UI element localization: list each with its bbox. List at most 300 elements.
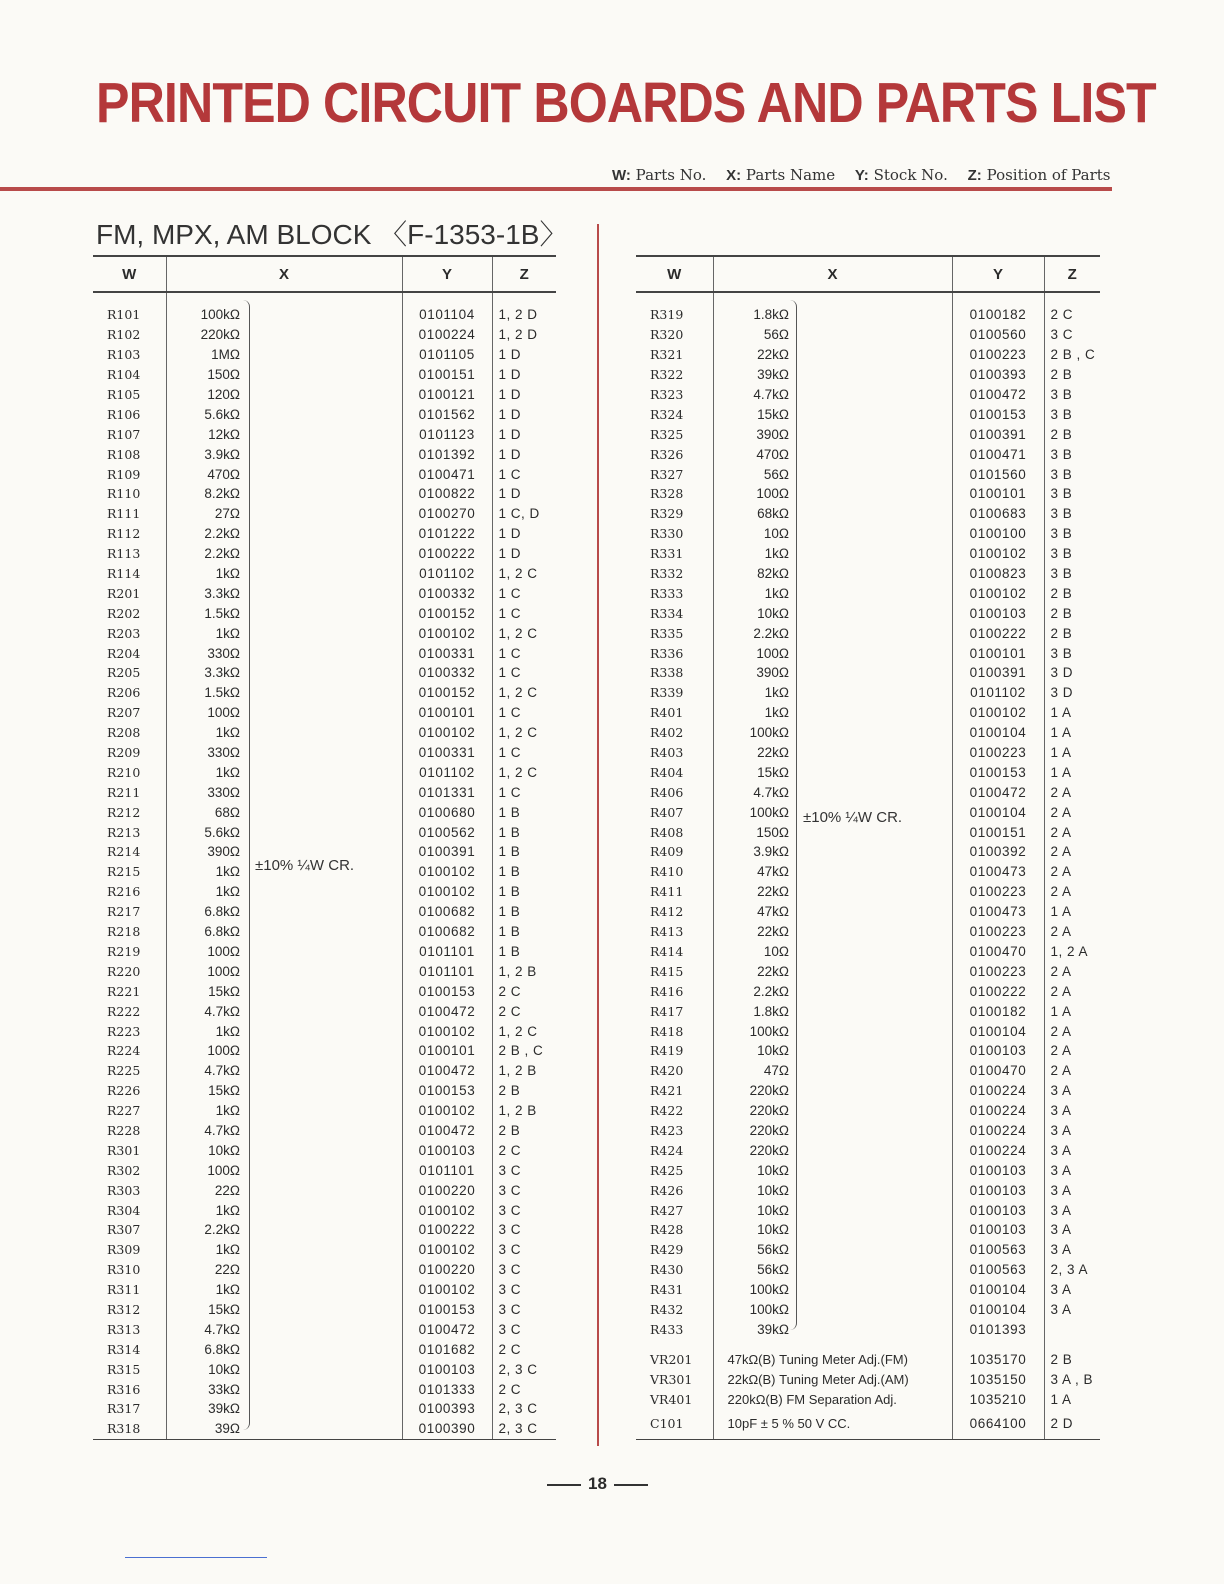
part-value: 22kΩ bbox=[713, 961, 797, 981]
table-row bbox=[93, 524, 556, 544]
part-number: R108 bbox=[107, 446, 141, 462]
part-spec-spacer bbox=[248, 385, 402, 405]
part-spec-spacer bbox=[797, 603, 952, 623]
stock-number: 0101101 bbox=[402, 942, 492, 962]
part-position: 2 B bbox=[492, 1081, 556, 1101]
part-value: 100kΩ bbox=[166, 292, 248, 325]
part-number: C101 bbox=[636, 1409, 713, 1440]
table-row bbox=[636, 922, 1100, 942]
part-spec-spacer bbox=[248, 1140, 402, 1160]
part-number: R102 bbox=[107, 327, 141, 343]
part-number: R312 bbox=[107, 1301, 141, 1317]
stock-number: 0100104 bbox=[952, 723, 1044, 743]
part-position: 1 A bbox=[1044, 743, 1100, 763]
stock-number: 0100224 bbox=[402, 325, 492, 345]
table-row bbox=[93, 922, 556, 942]
part-position: 2 C bbox=[492, 1001, 556, 1021]
part-value: 100Ω bbox=[713, 484, 797, 504]
legend-item-y: Y: Stock No. bbox=[854, 166, 948, 184]
part-number: R228 bbox=[107, 1122, 141, 1138]
part-number: R206 bbox=[107, 685, 141, 701]
part-position: 2 A bbox=[1044, 782, 1100, 802]
part-position: 1 B bbox=[492, 842, 556, 862]
parts-table-left bbox=[93, 255, 556, 1440]
part-position: 2 B bbox=[1044, 365, 1100, 385]
part-position: 2 B , C bbox=[492, 1041, 556, 1061]
stock-number: 0100153 bbox=[952, 762, 1044, 782]
part-position: 2, 3 A bbox=[1044, 1260, 1100, 1280]
part-spec-spacer bbox=[797, 1280, 952, 1300]
part-value: 100Ω bbox=[166, 961, 248, 981]
part-spec-spacer bbox=[248, 484, 402, 504]
part-value: 390Ω bbox=[713, 663, 797, 683]
part-position: 1, 2 C bbox=[492, 1021, 556, 1041]
stock-number: 0100472 bbox=[402, 1121, 492, 1141]
table-row bbox=[636, 1041, 1100, 1061]
part-value: 3.3kΩ bbox=[166, 663, 248, 683]
part-position: 1 C, D bbox=[492, 504, 556, 524]
part-spec-spacer bbox=[248, 603, 402, 623]
part-number: R414 bbox=[650, 943, 684, 959]
part-value: 22Ω bbox=[166, 1180, 248, 1200]
table-row bbox=[93, 603, 556, 623]
part-spec-spacer bbox=[797, 942, 952, 962]
part-number: R328 bbox=[650, 486, 684, 502]
stock-number: 0100153 bbox=[952, 404, 1044, 424]
stock-number: 0100472 bbox=[952, 385, 1044, 405]
part-spec-spacer bbox=[797, 723, 952, 743]
part-spec-spacer bbox=[797, 683, 952, 703]
stock-number: 0101333 bbox=[402, 1379, 492, 1399]
part-position: 2 B bbox=[492, 1121, 556, 1141]
stock-number: 0100470 bbox=[952, 942, 1044, 962]
legend-item-w: W: Parts No. bbox=[612, 166, 707, 184]
part-value: 1kΩ bbox=[166, 882, 248, 902]
table-row bbox=[93, 1220, 556, 1240]
table-row bbox=[93, 544, 556, 564]
header-z: Z bbox=[492, 256, 556, 292]
stock-number: 0100224 bbox=[952, 1121, 1044, 1141]
stock-number: 0100392 bbox=[952, 842, 1044, 862]
stock-number: 0100471 bbox=[402, 464, 492, 484]
table-row bbox=[93, 882, 556, 902]
part-value: 1kΩ bbox=[166, 623, 248, 643]
part-position: 3 A bbox=[1044, 1140, 1100, 1160]
part-number: R114 bbox=[107, 566, 141, 582]
part-value: 220kΩ bbox=[713, 1081, 797, 1101]
stock-number: 0100473 bbox=[952, 862, 1044, 882]
part-value: 470Ω bbox=[166, 464, 248, 484]
part-value: 100kΩ bbox=[713, 1021, 797, 1041]
stock-number: 0100153 bbox=[402, 1300, 492, 1320]
part-number: R407 bbox=[650, 804, 684, 820]
part-number: R110 bbox=[107, 486, 141, 502]
stock-number: 0100472 bbox=[402, 1001, 492, 1021]
part-position: 3 C bbox=[492, 1200, 556, 1220]
part-number: R212 bbox=[107, 804, 141, 820]
part-position: 1, 2 C bbox=[492, 723, 556, 743]
table-row bbox=[93, 564, 556, 584]
part-value: 12kΩ bbox=[166, 424, 248, 444]
part-spec-spacer bbox=[797, 1121, 952, 1141]
table-row bbox=[636, 1001, 1100, 1021]
part-value: 27Ω bbox=[166, 504, 248, 524]
part-name: 220kΩ(B) FM Separation Adj. bbox=[713, 1389, 952, 1409]
part-value: 1.8kΩ bbox=[713, 292, 797, 325]
table-row bbox=[93, 743, 556, 763]
part-number: R404 bbox=[650, 764, 684, 780]
stock-number: 0100222 bbox=[402, 544, 492, 564]
part-value: 4.7kΩ bbox=[166, 1319, 248, 1339]
part-position: 3 C bbox=[492, 1220, 556, 1240]
table-row bbox=[636, 643, 1100, 663]
part-number: R109 bbox=[107, 466, 141, 482]
part-name: 10pF ± 5 % 50 V CC. bbox=[713, 1409, 952, 1440]
part-value: 1kΩ bbox=[166, 1200, 248, 1220]
footer-dash-right bbox=[614, 1484, 648, 1486]
part-spec-spacer bbox=[797, 743, 952, 763]
column-legend bbox=[612, 166, 1125, 184]
table-row bbox=[93, 723, 556, 743]
part-spec-spacer bbox=[797, 1260, 952, 1280]
table-row bbox=[93, 663, 556, 683]
part-number: VR201 bbox=[650, 1351, 693, 1367]
stock-number: 0100560 bbox=[952, 325, 1044, 345]
part-value: 10kΩ bbox=[713, 603, 797, 623]
part-value: 100Ω bbox=[166, 942, 248, 962]
part-value: 150Ω bbox=[166, 365, 248, 385]
table-row bbox=[93, 782, 556, 802]
table-row bbox=[93, 1001, 556, 1021]
part-spec-spacer bbox=[797, 703, 952, 723]
stock-number: 0100222 bbox=[402, 1220, 492, 1240]
part-position: 3 A bbox=[1044, 1101, 1100, 1121]
part-value: 1kΩ bbox=[166, 723, 248, 743]
table-row bbox=[636, 882, 1100, 902]
header-divider bbox=[0, 187, 1112, 191]
table-row bbox=[93, 385, 556, 405]
part-spec-spacer bbox=[248, 583, 402, 603]
part-spec-spacer bbox=[248, 663, 402, 683]
part-spec-spacer bbox=[797, 1240, 952, 1260]
table-row bbox=[93, 802, 556, 822]
part-spec-spacer bbox=[797, 1041, 952, 1061]
stock-number: 0100102 bbox=[952, 544, 1044, 564]
part-position: 1 D bbox=[492, 385, 556, 405]
part-spec-spacer bbox=[248, 544, 402, 564]
part-spec-spacer bbox=[797, 583, 952, 603]
table-row bbox=[93, 961, 556, 981]
table-row bbox=[636, 444, 1100, 464]
resistor-note-left: ±10% ¼W CR. bbox=[255, 857, 355, 874]
part-value: 1kΩ bbox=[166, 862, 248, 882]
table-row bbox=[93, 1240, 556, 1260]
part-position: 2 A bbox=[1044, 882, 1100, 902]
header-w: W bbox=[93, 256, 166, 292]
table-row bbox=[636, 623, 1100, 643]
part-number: R423 bbox=[650, 1122, 684, 1138]
part-value: 6.8kΩ bbox=[166, 902, 248, 922]
part-spec-spacer bbox=[797, 484, 952, 504]
resistor-note-right: ±10% ¼W CR. bbox=[803, 809, 903, 826]
part-number: R406 bbox=[650, 784, 684, 800]
stock-number: 0100152 bbox=[402, 603, 492, 623]
part-value: 22kΩ bbox=[713, 743, 797, 763]
table-row bbox=[636, 1200, 1100, 1220]
part-value: 10kΩ bbox=[713, 1220, 797, 1240]
part-number: R330 bbox=[650, 526, 684, 542]
part-spec-spacer bbox=[797, 424, 952, 444]
part-number: R223 bbox=[107, 1023, 141, 1039]
stock-number: 0100822 bbox=[402, 484, 492, 504]
part-spec-spacer bbox=[248, 623, 402, 643]
table-row bbox=[636, 862, 1100, 882]
part-spec-spacer bbox=[797, 1160, 952, 1180]
part-position: 3 D bbox=[1044, 663, 1100, 683]
table-row bbox=[636, 782, 1100, 802]
part-number: R339 bbox=[650, 685, 684, 701]
stock-number: 0100223 bbox=[952, 922, 1044, 942]
part-value: 3.9kΩ bbox=[166, 444, 248, 464]
part-spec-spacer bbox=[248, 683, 402, 703]
stock-number: 0101102 bbox=[402, 762, 492, 782]
stock-number: 0100470 bbox=[952, 1061, 1044, 1081]
part-number: R201 bbox=[107, 585, 141, 601]
part-position: 1 A bbox=[1044, 1389, 1100, 1409]
part-number: R205 bbox=[107, 665, 141, 681]
part-position: 1 C bbox=[492, 603, 556, 623]
part-number: R401 bbox=[650, 705, 684, 721]
part-value: 330Ω bbox=[166, 743, 248, 763]
part-value: 5.6kΩ bbox=[166, 404, 248, 424]
part-spec-spacer bbox=[797, 902, 952, 922]
part-position: 1 A bbox=[1044, 703, 1100, 723]
part-value: 39Ω bbox=[166, 1419, 248, 1439]
table-row bbox=[93, 1140, 556, 1160]
part-position: 3 A bbox=[1044, 1081, 1100, 1101]
part-spec-spacer bbox=[248, 802, 402, 822]
part-number: R218 bbox=[107, 924, 141, 940]
stock-number: 0100103 bbox=[952, 603, 1044, 623]
part-number: VR401 bbox=[650, 1391, 693, 1407]
part-spec-spacer bbox=[248, 1339, 402, 1359]
part-value: 10kΩ bbox=[166, 1140, 248, 1160]
part-number: R311 bbox=[107, 1282, 141, 1298]
link-underline bbox=[125, 1557, 267, 1558]
table-row bbox=[636, 1021, 1100, 1041]
part-position: 1, 2 C bbox=[492, 623, 556, 643]
part-value: 100Ω bbox=[713, 643, 797, 663]
part-value: 15kΩ bbox=[713, 762, 797, 782]
table-row bbox=[636, 961, 1100, 981]
part-spec-spacer bbox=[797, 882, 952, 902]
part-spec-spacer bbox=[797, 385, 952, 405]
part-position: 2 C bbox=[492, 1379, 556, 1399]
part-number: R209 bbox=[107, 745, 141, 761]
part-position: 1, 2 C bbox=[492, 683, 556, 703]
stock-number: 0100102 bbox=[402, 1021, 492, 1041]
part-position: 3 A bbox=[1044, 1280, 1100, 1300]
part-number: R427 bbox=[650, 1202, 684, 1218]
stock-number: 0100391 bbox=[402, 842, 492, 862]
stock-number: 0100393 bbox=[402, 1399, 492, 1419]
part-position: 1, 2 B bbox=[492, 1101, 556, 1121]
stock-number: 0100563 bbox=[952, 1240, 1044, 1260]
table-row bbox=[636, 1409, 1100, 1440]
part-position: 3 A bbox=[1044, 1200, 1100, 1220]
part-number: R217 bbox=[107, 904, 141, 920]
part-number: R106 bbox=[107, 406, 141, 422]
part-number: R413 bbox=[650, 924, 684, 940]
part-spec-spacer bbox=[797, 564, 952, 584]
part-number: R412 bbox=[650, 904, 684, 920]
part-spec-spacer bbox=[248, 1021, 402, 1041]
table-row bbox=[636, 325, 1100, 345]
part-value: 1kΩ bbox=[166, 1101, 248, 1121]
table-row bbox=[636, 1240, 1100, 1260]
part-value: 1kΩ bbox=[166, 564, 248, 584]
stock-number: 0101562 bbox=[402, 404, 492, 424]
part-position: 1 B bbox=[492, 862, 556, 882]
table-row bbox=[636, 1180, 1100, 1200]
part-position: 3 A bbox=[1044, 1160, 1100, 1180]
part-value: 82kΩ bbox=[713, 564, 797, 584]
part-value: 15kΩ bbox=[713, 404, 797, 424]
stock-number: 0101102 bbox=[402, 564, 492, 584]
part-value: 6.8kΩ bbox=[166, 1339, 248, 1359]
part-spec-spacer bbox=[797, 365, 952, 385]
part-number: R301 bbox=[107, 1142, 141, 1158]
table-row bbox=[93, 583, 556, 603]
table-row bbox=[93, 1399, 556, 1419]
stock-number: 0100101 bbox=[952, 484, 1044, 504]
part-number: R318 bbox=[93, 1419, 166, 1439]
part-value: 15kΩ bbox=[166, 1300, 248, 1320]
part-number: R331 bbox=[650, 546, 684, 562]
stock-number: 0100104 bbox=[952, 1300, 1044, 1320]
part-spec-spacer bbox=[797, 922, 952, 942]
part-position: 1 C bbox=[492, 703, 556, 723]
part-value: 100kΩ bbox=[713, 802, 797, 822]
part-value: 5.6kΩ bbox=[166, 822, 248, 842]
table-row bbox=[93, 464, 556, 484]
part-number: R419 bbox=[650, 1043, 684, 1059]
part-position: 3 C bbox=[492, 1280, 556, 1300]
stock-number: 0101123 bbox=[402, 424, 492, 444]
stock-number: 1035210 bbox=[952, 1389, 1044, 1409]
part-position: 1 D bbox=[492, 484, 556, 504]
part-value: 15kΩ bbox=[166, 981, 248, 1001]
part-spec-spacer bbox=[248, 504, 402, 524]
part-position: 3 B bbox=[1044, 464, 1100, 484]
part-number: R208 bbox=[107, 725, 141, 741]
part-spec-spacer bbox=[248, 1081, 402, 1101]
part-spec-spacer bbox=[248, 292, 402, 325]
part-number: R422 bbox=[650, 1103, 684, 1119]
part-position: 3 A bbox=[1044, 1121, 1100, 1141]
stock-number: 0100103 bbox=[952, 1200, 1044, 1220]
part-position: 1 C bbox=[492, 743, 556, 763]
part-position: 1, 2 C bbox=[492, 564, 556, 584]
part-value: 4.7kΩ bbox=[713, 782, 797, 802]
part-spec-spacer bbox=[797, 961, 952, 981]
part-number: R424 bbox=[650, 1142, 684, 1158]
table-row bbox=[636, 1280, 1100, 1300]
part-position: 3 A bbox=[1044, 1240, 1100, 1260]
stock-number: 0100104 bbox=[952, 1280, 1044, 1300]
part-value: 100Ω bbox=[166, 1041, 248, 1061]
part-spec-spacer bbox=[248, 882, 402, 902]
part-position: 1 D bbox=[492, 444, 556, 464]
part-position: 3 B bbox=[1044, 404, 1100, 424]
stock-number: 0100391 bbox=[952, 424, 1044, 444]
part-number: R211 bbox=[107, 784, 141, 800]
part-spec-spacer bbox=[797, 782, 952, 802]
header-y: Y bbox=[952, 256, 1044, 292]
part-spec-spacer bbox=[248, 1379, 402, 1399]
part-position: 2 A bbox=[1044, 862, 1100, 882]
part-value: 1kΩ bbox=[166, 1240, 248, 1260]
part-spec-spacer bbox=[797, 1021, 952, 1041]
table-row bbox=[93, 683, 556, 703]
table-row bbox=[636, 1389, 1100, 1409]
stock-number: 0101682 bbox=[402, 1339, 492, 1359]
stock-number: 0100103 bbox=[402, 1359, 492, 1379]
stock-number: 0100390 bbox=[402, 1419, 492, 1439]
part-number: R420 bbox=[650, 1063, 684, 1079]
header-y: Y bbox=[402, 256, 492, 292]
table-row bbox=[636, 981, 1100, 1001]
part-position: 2 B bbox=[1044, 603, 1100, 623]
stock-number: 0101222 bbox=[402, 524, 492, 544]
part-value: 1MΩ bbox=[166, 345, 248, 365]
header-x: X bbox=[713, 256, 952, 292]
part-number: R336 bbox=[650, 645, 684, 661]
part-number: R221 bbox=[107, 983, 141, 999]
part-value: 3.9kΩ bbox=[713, 842, 797, 862]
header-x: X bbox=[166, 256, 402, 292]
part-number: R222 bbox=[107, 1003, 141, 1019]
part-number: R319 bbox=[650, 307, 684, 323]
part-spec-spacer bbox=[248, 1220, 402, 1240]
table-row bbox=[636, 1319, 1100, 1339]
part-value: 1.5kΩ bbox=[166, 603, 248, 623]
stock-number: 0100224 bbox=[952, 1140, 1044, 1160]
table-row bbox=[93, 623, 556, 643]
part-position: 1 C bbox=[492, 782, 556, 802]
part-spec-spacer bbox=[248, 981, 402, 1001]
part-spec-spacer bbox=[797, 524, 952, 544]
part-number: R324 bbox=[650, 406, 684, 422]
part-position: 1 D bbox=[492, 345, 556, 365]
table-row bbox=[636, 544, 1100, 564]
stock-number: 0100103 bbox=[402, 1140, 492, 1160]
stock-number: 0100220 bbox=[402, 1180, 492, 1200]
part-number: R415 bbox=[650, 963, 684, 979]
stock-number: 0100103 bbox=[952, 1160, 1044, 1180]
stock-number: 0100101 bbox=[402, 1041, 492, 1061]
part-position: 2 A bbox=[1044, 802, 1100, 822]
part-number: R113 bbox=[107, 546, 141, 562]
stock-number: 0664100 bbox=[952, 1409, 1044, 1440]
part-number: R203 bbox=[107, 625, 141, 641]
stock-number: 0100473 bbox=[952, 902, 1044, 922]
table-row bbox=[93, 404, 556, 424]
part-position: 1 C bbox=[492, 464, 556, 484]
part-number: R220 bbox=[107, 963, 141, 979]
part-position: 3 A bbox=[1044, 1180, 1100, 1200]
part-spec-spacer bbox=[248, 961, 402, 981]
